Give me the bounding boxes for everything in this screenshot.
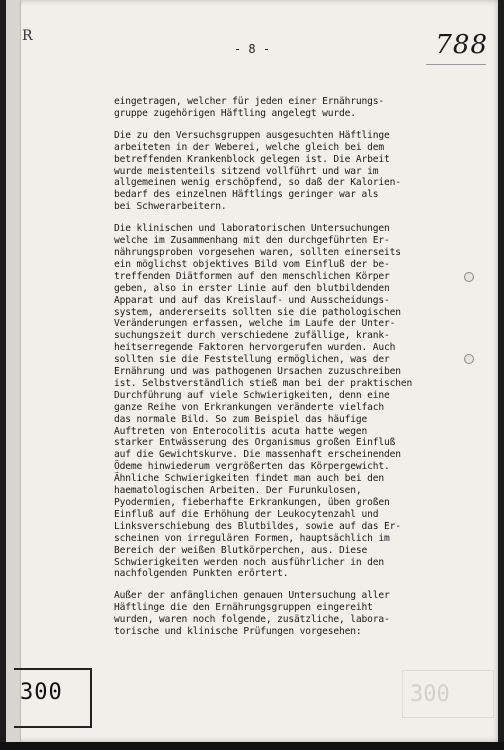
scan-edge (0, 742, 504, 750)
document-page (6, 0, 498, 742)
header-rule (426, 64, 486, 65)
punch-hole-upper (464, 272, 474, 282)
faint-stamp-number: 300 (410, 682, 450, 707)
binding-strip (6, 0, 21, 742)
body-text (114, 96, 460, 648)
paragraph-2: Die zu den Versuchsgruppen ausgesuchten Häftlinge arbeiteten in der Weberei, welche gleich bei dem betreffenden Krankenblock gelegen ist. Die Arbeit wurde meistenteils sitzend vollführt und war im allgemeinen wenig erschöpfend, so daß der Kalorien- bedarf des einzelnen Häftlings geringer war als bei Schwerarbeitern. (114, 129, 401, 213)
punch-hole-lower (464, 354, 474, 364)
stamp-number: 300 (20, 680, 63, 705)
page-number: - 8 - (233, 42, 271, 56)
paragraph-3: Die klinischen und laboratorischen Untersuchungen welche im Zusammenhang mit den durchgeführten Er- nährungsproben vorgesehen waren, sollten einerseits ein möglichst objektives Bild vom Einfluß der be- treffenden Diätformen auf den menschlichen Körper geben, also in erster Linie auf den blutbildenden Apparat und auf das Kreislauf- und Ausscheidungs- system, andererseits sollten sie die pathologischen Veränderungen erfassen, welche im Laufe der Unter- suchungszeit durch verschiedene zufällige, krank- heitserregende Faktoren hervorgerufen wurden. Auch sollten sie die Feststellung ermöglichen, was der Ernährung und was pathogenen Ursachen zuzuschreiben ist. Selbstverständlich stieß man bei der praktischen Durchführung auf viele Schwierigkeiten, denn eine ganze Reihe von Erkrankungen veränderte vielfach das normale Bild. So zum Beispiel das häufige Auftreten von Enterocolitis acuta hatte wegen starker Entwässerung des Organismus großen Einfluß auf die Gewichtskurve. Die massenhaft erscheinenden Ödeme hinwiederum vergrößerten das Körpergewicht. Ähnliche Schwierigkeiten findet man auch bei den haematologischen Arbeiten. Der Furunkulosen, Pyodermien, fieberhafte Erkrankungen, üben großen Einfluß auf die Erhöhung der Leukocytenzahl und Linksverschiebung des Blutbildes, sowie auf das Er- scheinen von irregulären Formen, hauptsächlich im Bereich der weißen Blutkörperchen, aus. Diese Schwierigkeiten werden noch ausführlicher in den nachfolgenden Punkten erörtert. (114, 223, 413, 580)
handwritten-page-number: 788 (435, 30, 488, 60)
paragraph-1: eingetragen, welcher für jeden einer Ernährungs- gruppe zugehörigen Häftling angelegt wurde. (114, 96, 385, 119)
corner-mark: R (22, 28, 33, 44)
paragraph-4: Außer der anfänglichen genauen Untersuchung aller Häftlinge die den Ernährungsgruppen eingereiht wurden, waren noch folgende, zusätzliche, labora- torische und klinische Prüfungen vorgesehen: (114, 590, 390, 638)
